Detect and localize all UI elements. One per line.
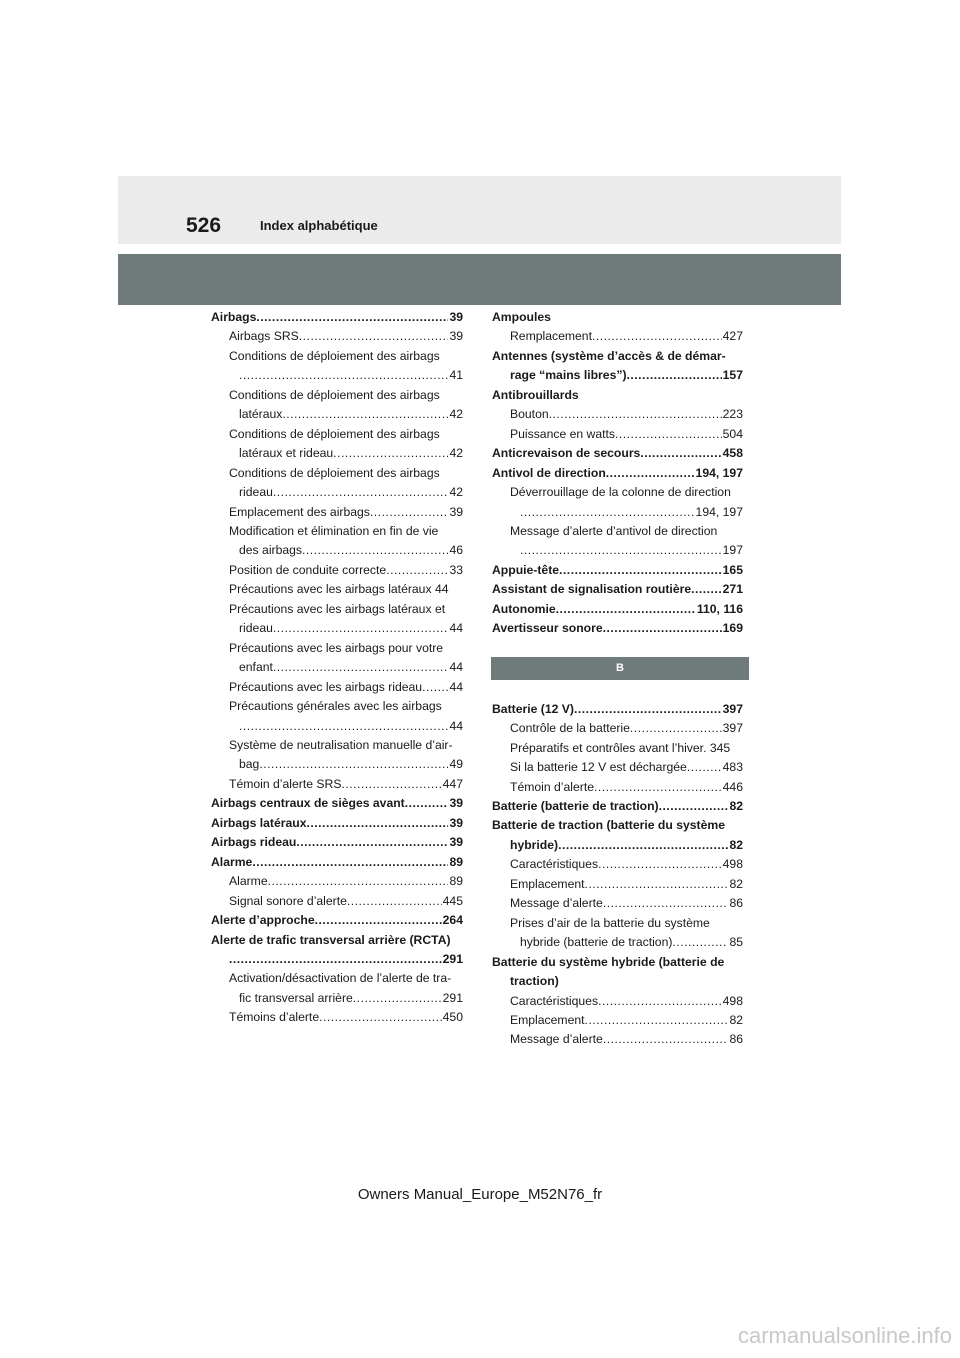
- index-entry-page: 44: [449, 660, 463, 675]
- dot-leader: [273, 619, 449, 638]
- dot-leader: [606, 464, 695, 483]
- dot-leader: [640, 444, 721, 463]
- index-entry-term: Conditions de déploiement des airbags: [229, 426, 440, 441]
- index-entry-page: 44: [449, 679, 463, 694]
- dot-leader: [353, 989, 442, 1008]
- dot-leader: [603, 894, 729, 913]
- index-entry: [492, 778, 743, 797]
- dot-leader: [341, 775, 441, 794]
- index-entry-term: Avertisseur sonore: [492, 621, 603, 636]
- dot-leader: [302, 541, 448, 560]
- index-entry: [211, 639, 463, 658]
- index-entry-term: Précautions générales avec les airbags: [229, 699, 442, 714]
- index-entry-term: bag: [239, 757, 260, 772]
- index-entry: [211, 366, 463, 385]
- index-entry-term: Batterie (batterie de traction): [492, 798, 659, 813]
- index-entry-term: Préparatifs et contrôles avant l’hiver. 345: [510, 740, 731, 755]
- index-entry: [211, 755, 463, 774]
- index-entry: [211, 931, 463, 950]
- index-entry-term: Emplacement: [510, 1012, 585, 1027]
- index-entry-page: 291: [442, 951, 463, 966]
- index-entry-page: 450: [442, 1010, 463, 1025]
- index-entry: [492, 992, 743, 1011]
- index-entry: [492, 444, 743, 463]
- index-entry: [492, 972, 743, 991]
- index-entry-page: 44: [449, 621, 463, 636]
- index-entry-page: 49: [449, 757, 463, 772]
- index-entry: [211, 444, 463, 463]
- index-entry: [211, 950, 463, 969]
- dot-leader: [556, 600, 696, 619]
- index-entry-term: Signal sonore d’alerte: [229, 893, 347, 908]
- index-entry-page: 42: [449, 446, 463, 461]
- dot-leader: [259, 755, 448, 774]
- section-header-b: B: [491, 657, 749, 680]
- index-entry-page: 41: [449, 368, 463, 383]
- index-entry: [492, 816, 743, 835]
- index-entry: [211, 853, 463, 872]
- dot-leader: [299, 327, 449, 346]
- index-entry: [492, 894, 743, 913]
- index-entry: [492, 541, 743, 560]
- index-entry: [492, 327, 743, 346]
- index-column-right: [492, 308, 743, 1050]
- index-entry-page: 271: [722, 582, 743, 597]
- index-entry-term: Si la batterie 12 V est déchargée: [510, 760, 687, 775]
- dot-leader: [603, 619, 722, 638]
- index-entry-term: rideau: [239, 621, 273, 636]
- dot-leader: [333, 444, 448, 463]
- dot-leader: [256, 308, 448, 327]
- index-entry-term: Batterie du système hybride (batterie de: [492, 954, 725, 969]
- dot-leader: [615, 425, 722, 444]
- index-entry-term: Antennes (système d’accès & de démar-: [492, 348, 726, 363]
- index-entry-term: Airbags rideau: [211, 835, 297, 850]
- index-entry-page: 223: [722, 407, 743, 422]
- index-entry-term: Conditions de déploiement des airbags: [229, 387, 440, 402]
- dot-leader: [229, 950, 442, 969]
- index-entry-page: 39: [449, 796, 463, 811]
- dot-leader: [559, 561, 722, 580]
- index-entry-page: 445: [442, 893, 463, 908]
- index-entry: [492, 700, 743, 719]
- index-entry: [211, 911, 463, 930]
- index-entry-term: Antivol de direction: [492, 465, 606, 480]
- index-entry-page: 397: [722, 721, 743, 736]
- index-entry-page: 483: [722, 760, 743, 775]
- index-group-a: [492, 308, 743, 639]
- dot-leader: [520, 541, 722, 560]
- index-entry: [492, 561, 743, 580]
- dot-leader: [315, 911, 442, 930]
- index-entry-term: Message d’alerte d’antivol de direction: [510, 523, 718, 538]
- index-entry: [211, 872, 463, 891]
- index-entry-page: 39: [449, 310, 463, 324]
- dot-leader: [558, 836, 728, 855]
- dot-leader: [687, 758, 722, 777]
- dot-leader: [347, 892, 442, 911]
- index-entry-page: 504: [722, 426, 743, 441]
- index-entry-term: Précautions avec les airbags latéraux et: [229, 601, 446, 616]
- dot-leader: [282, 405, 448, 424]
- page-title: Index alphabétique: [260, 218, 378, 233]
- dot-leader: [585, 875, 729, 894]
- index-entry: [492, 386, 743, 405]
- dot-leader: [574, 700, 722, 719]
- index-entry: [492, 797, 743, 816]
- index-entry-term: Activation/désactivation de l’alerte de tra-: [229, 971, 452, 986]
- index-entry-page: 39: [449, 815, 463, 830]
- index-entry: [211, 775, 463, 794]
- index-entry: [492, 619, 743, 638]
- index-entry-term: Bouton: [510, 407, 549, 422]
- index-entry-page: 89: [449, 874, 463, 889]
- dot-leader: [405, 794, 449, 813]
- index-entry: [211, 405, 463, 424]
- index-entry: [492, 405, 743, 424]
- index-entry-term: Déverrouillage de la colonne de direction: [510, 485, 731, 500]
- index-entry-page: 82: [729, 876, 743, 891]
- index-entry: [492, 875, 743, 894]
- index-entry-term: traction): [510, 974, 559, 989]
- index-entry-term: Caractéristiques: [510, 857, 599, 872]
- index-entry: [211, 794, 463, 813]
- index-entry: [492, 464, 743, 483]
- dot-leader: [386, 561, 448, 580]
- index-entry-term: Batterie de traction (batterie du système: [492, 818, 725, 833]
- index-entry: [211, 989, 463, 1008]
- index-entry: [492, 739, 743, 758]
- index-entry-page: 42: [449, 485, 463, 500]
- header-band: [118, 176, 841, 244]
- index-entry-page: 194, 197: [695, 465, 743, 480]
- index-entry: [492, 425, 743, 444]
- index-entry: [492, 580, 743, 599]
- chapter-band: [118, 254, 841, 305]
- dot-leader: [659, 797, 729, 816]
- index-entry-page: 427: [722, 329, 743, 344]
- index-entry-page: 86: [729, 1032, 743, 1047]
- index-entry: [492, 914, 743, 933]
- index-entry: [211, 464, 463, 483]
- index-entry-term: Position de conduite correcte: [229, 562, 387, 577]
- dot-leader: [520, 503, 695, 522]
- index-entry-term: Conditions de déploiement des airbags: [229, 348, 440, 363]
- index-entry-page: 498: [722, 993, 743, 1008]
- index-entry: [492, 308, 743, 327]
- index-entry-term: Témoin d’alerte: [510, 779, 594, 794]
- index-entry: [211, 580, 463, 599]
- watermark: carmanualsonline.info: [737, 1323, 952, 1348]
- index-entry-term: des airbags: [239, 543, 303, 558]
- index-entry: [211, 600, 463, 619]
- index-entry-term: Airbags latéraux: [211, 815, 307, 830]
- index-entry-term: Emplacement des airbags: [229, 504, 370, 519]
- index-entry-page: 33: [449, 562, 463, 577]
- dot-leader: [273, 658, 449, 677]
- index-entry: [211, 386, 463, 405]
- index-entry-term: Message d’alerte: [510, 896, 603, 911]
- index-entry-page: 46: [449, 543, 463, 558]
- index-entry-page: 39: [449, 504, 463, 519]
- index-entry: [211, 561, 463, 580]
- index-entry-term: Ampoules: [492, 310, 551, 324]
- index-entry: [211, 697, 463, 716]
- dot-leader: [598, 992, 722, 1011]
- index-entry: [211, 736, 463, 755]
- dot-leader: [370, 503, 449, 522]
- index-entry: [492, 719, 743, 738]
- index-entry-term: Prises d’air de la batterie du système: [510, 915, 710, 930]
- index-entry: [211, 969, 463, 988]
- index-entry-page: 157: [722, 368, 743, 383]
- index-entry-term: Contrôle de la batterie: [510, 721, 630, 736]
- index-entry-term: Airbags SRS: [229, 329, 299, 344]
- index-entry-term: Appuie-tête: [492, 562, 560, 577]
- index-entry-page: 89: [449, 854, 463, 869]
- index-entry: [211, 658, 463, 677]
- index-entry: [492, 1030, 743, 1049]
- dot-leader: [252, 853, 448, 872]
- index-entry-term: Modification et élimination en fin de vie: [229, 523, 439, 538]
- index-entry: [211, 833, 463, 852]
- dot-leader: [627, 366, 722, 385]
- index-entry-term: Puissance en watts: [510, 426, 616, 441]
- index-entry: [211, 717, 463, 736]
- dot-leader: [239, 717, 448, 736]
- index-entry: [211, 327, 463, 346]
- index-entry-page: 82: [729, 1012, 743, 1027]
- index-entry-term: Antibrouillards: [492, 387, 579, 402]
- index-entry-page: 42: [449, 407, 463, 422]
- index-entry: [492, 836, 743, 855]
- dot-leader: [592, 327, 722, 346]
- index-entry-term: hybride (batterie de traction): [520, 935, 673, 950]
- index-entry-term: Message d’alerte: [510, 1032, 603, 1047]
- index-entry-term: hybride): [510, 837, 559, 852]
- index-entry-page: 110, 116: [696, 601, 743, 616]
- index-entry-page: 446: [722, 779, 743, 794]
- index-entry: [492, 600, 743, 619]
- index-entry-term: Assistant de signalisation routière: [492, 582, 692, 597]
- index-entry-term: Alarme: [229, 874, 268, 889]
- index-entry-term: Précautions avec les airbags rideau: [229, 679, 423, 694]
- index-entry: [492, 483, 743, 502]
- index-entry-term: rideau: [239, 485, 273, 500]
- index-entry: [211, 308, 463, 327]
- index-entry: [492, 933, 743, 952]
- dot-leader: [422, 678, 448, 697]
- dot-leader: [672, 933, 728, 952]
- index-entry-term: rage “mains libres”): [510, 368, 627, 383]
- index-entry-page: 44: [449, 718, 463, 733]
- dot-leader: [594, 778, 722, 797]
- dot-leader: [598, 855, 722, 874]
- index-group-b: [492, 700, 743, 1050]
- dot-leader: [307, 814, 449, 833]
- dot-leader: [239, 366, 448, 385]
- index-entry-page: 498: [722, 857, 743, 872]
- dot-leader: [549, 405, 722, 424]
- index-entry-page: 82: [729, 798, 743, 813]
- dot-leader: [585, 1011, 729, 1030]
- index-entry-term: Alerte de trafic transversal arrière (RCTA): [211, 932, 451, 947]
- index-entry-term: Précautions avec les airbags latéraux 44: [229, 582, 449, 597]
- index-entry-page: 197: [722, 543, 743, 558]
- index-entry-term: Airbags centraux de sièges avant: [211, 796, 405, 811]
- index-entry-page: 86: [729, 896, 743, 911]
- index-entry: [492, 503, 743, 522]
- index-entry-page: 194, 197: [695, 504, 743, 519]
- index-entry-term: Précautions avec les airbags pour votre: [229, 640, 444, 655]
- index-entry-term: Anticrevaison de secours: [492, 446, 641, 461]
- index-entry-page: 458: [722, 446, 743, 461]
- index-entry-term: Emplacement: [510, 876, 585, 891]
- index-entry-page: 397: [722, 701, 743, 716]
- index-entry-term: Remplacement: [510, 329, 592, 344]
- index-entry-term: Système de neutralisation manuelle d’air-: [229, 737, 453, 752]
- index-entry-page: 165: [722, 562, 743, 577]
- dot-leader: [319, 1008, 442, 1027]
- index-entry: [211, 1008, 463, 1027]
- index-entry-page: 85: [729, 935, 743, 950]
- index-entry: [211, 425, 463, 444]
- index-entry: [211, 619, 463, 638]
- index-entry-page: 169: [722, 621, 743, 636]
- index-entry-term: Témoin d’alerte SRS: [229, 776, 342, 791]
- index-entry-page: 291: [442, 990, 463, 1005]
- index-entry-page: 82: [729, 837, 743, 852]
- index-entry: [211, 522, 463, 541]
- index-entry-page: 39: [449, 835, 463, 850]
- page-number: 526: [186, 214, 222, 237]
- index-entry: [211, 814, 463, 833]
- index-entry-term: latéraux et rideau: [239, 446, 334, 461]
- index-entry: [211, 892, 463, 911]
- index-column-left: [211, 308, 463, 1028]
- dot-leader: [691, 580, 722, 599]
- footer-text: Owners Manual_Europe_M52N76_fr: [357, 1186, 603, 1203]
- index-entry-term: latéraux: [239, 407, 283, 422]
- index-entry: [492, 366, 743, 385]
- index-entry-term: Autonomie: [492, 601, 556, 616]
- index-entry: [211, 483, 463, 502]
- index-entry-term: Alerte d’approche: [211, 913, 315, 928]
- dot-leader: [630, 719, 722, 738]
- index-entry-page: 39: [449, 329, 463, 344]
- index-entry-term: Alarme: [211, 854, 253, 869]
- index-entry: [211, 678, 463, 697]
- dot-leader: [296, 833, 448, 852]
- index-entry-term: Caractéristiques: [510, 993, 599, 1008]
- index-entry-page: 264: [442, 913, 463, 928]
- dot-leader: [273, 483, 449, 502]
- index-entry-page: 447: [442, 776, 463, 791]
- index-entry: [492, 347, 743, 366]
- index-entry: [492, 522, 743, 541]
- index-entry: [492, 758, 743, 777]
- index-entry: [211, 503, 463, 522]
- index-entry: [211, 347, 463, 366]
- index-entry-term: enfant: [239, 660, 273, 675]
- dot-leader: [603, 1030, 729, 1049]
- index-entry-term: Airbags: [211, 310, 257, 324]
- index-entry: [211, 541, 463, 560]
- index-entry-term: fic transversal arrière: [239, 990, 353, 1005]
- index-entry-term: Témoins d’alerte: [229, 1010, 320, 1025]
- index-entry: [492, 1011, 743, 1030]
- index-entry-term: Batterie (12 V): [492, 701, 574, 716]
- index-entry-term: Conditions de déploiement des airbags: [229, 465, 440, 480]
- index-entry: [492, 953, 743, 972]
- index-entry: [492, 855, 743, 874]
- dot-leader: [268, 872, 449, 891]
